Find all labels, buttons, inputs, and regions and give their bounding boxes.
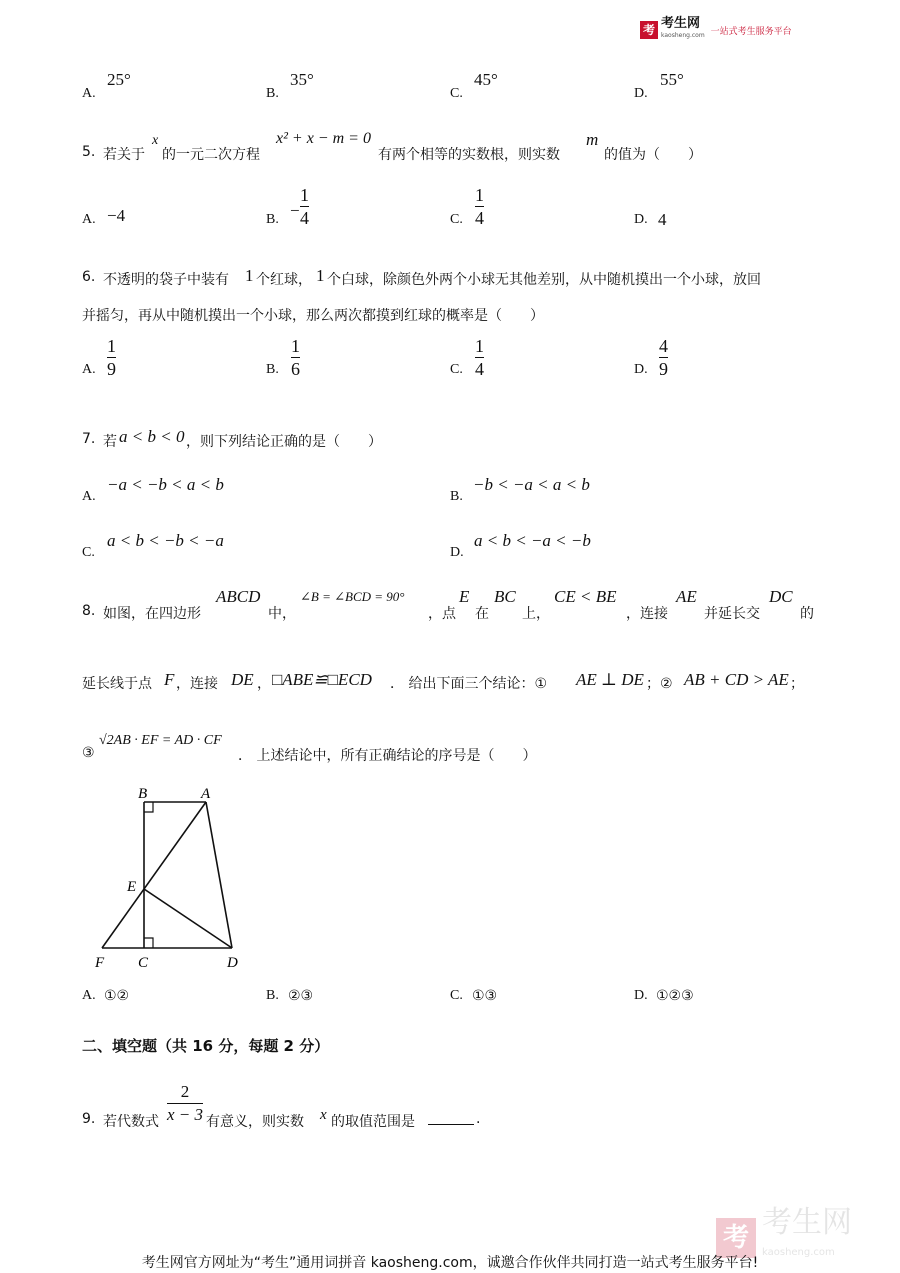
q7-option-d-label: D. (450, 545, 464, 560)
q9-text-3: 的取值范围是 (331, 1114, 415, 1130)
q6-option-a-label: A. (82, 362, 96, 377)
q4-option-d: 55° (660, 70, 684, 89)
q7-option-a-label: A. (82, 489, 96, 504)
q8-text-7: 并延长交 (704, 606, 760, 622)
q9-end: . (476, 1111, 481, 1127)
fig-label-a: A (201, 786, 211, 802)
q7-number: 7. (82, 431, 96, 447)
q7-text-after: ，则下列结论正确的是（ ） (186, 434, 382, 450)
q5-option-b-fraction (300, 184, 309, 229)
q5-option-d-label: D. (634, 212, 648, 227)
q8-line2-c: ， (257, 676, 271, 692)
q5-option-c-fraction (475, 184, 484, 229)
q5-var-x: x (152, 133, 159, 148)
q4-option-a: 25° (107, 70, 131, 89)
q6-option-c-fraction (475, 335, 484, 380)
q4-option-c-label: C. (450, 86, 463, 101)
q7-condition: a < b < 0 (119, 427, 185, 446)
q9-answer-blank[interactable] (428, 1110, 474, 1125)
q5-text-after: 有两个相等的实数根，则实数 (378, 147, 560, 163)
q9-number: 9. (82, 1111, 96, 1127)
q6-line1-b: 个红球， (256, 272, 312, 288)
q7-option-a: −a < −b < a < b (107, 475, 224, 494)
q9-var: x (320, 1107, 327, 1123)
q8-conclusion-2: AB + CD > AE (684, 670, 789, 689)
logo-mark-icon: 考 (640, 21, 658, 39)
section-heading: 二、填空题（共 16 分，每题 2 分） (82, 1037, 330, 1055)
fig-label-d: D (227, 955, 238, 971)
fig-label-f: F (95, 955, 105, 971)
q5-text-mid: 的一元二次方程 (162, 147, 260, 163)
q9-text-2: 有意义，则实数 (206, 1114, 304, 1130)
watermark-mark-icon: 考 (716, 1218, 756, 1258)
q5-option-a: −4 (107, 206, 126, 225)
q8-option-b-label: B. (266, 988, 279, 1003)
q8-figure (90, 780, 280, 975)
q4-option-c: 45° (474, 70, 498, 89)
q8-point-f: F (164, 670, 175, 689)
q5-text-end: 的值为（ ） (604, 147, 702, 163)
q8-quad: ABCD (216, 587, 261, 606)
q8-option-d-label: D. (634, 988, 648, 1003)
q6-line2: 并摇匀，再从中随机摸出一个小球，那么两次都摸到红球的概率是（ ） (82, 308, 544, 324)
q7-text-before: 若 (103, 434, 117, 450)
fig-label-e: E (127, 879, 137, 895)
q6-b-den: 6 (291, 359, 300, 379)
q7-option-d: a < b < −a < −b (474, 531, 591, 550)
q8-segment-ae: AE (676, 587, 697, 606)
q8-line2-b: ，连接 (176, 676, 218, 692)
q8-text-4: 在 (475, 606, 489, 622)
q9-frac-den: x − 3 (167, 1105, 204, 1124)
q8-conclusion-3: √2AB · EF = AD · CF (99, 733, 222, 748)
q6-option-d-fraction (659, 335, 668, 380)
q5-option-d: 4 (658, 210, 667, 229)
q8-line2-f: ； (790, 676, 804, 692)
q8-option-a-label: A. (82, 988, 96, 1003)
q4-option-b: 35° (290, 70, 314, 89)
q5-text-before: 若关于 (103, 147, 145, 163)
q8-text-5: 上， (522, 606, 550, 622)
q6-option-a-fraction (107, 335, 116, 380)
q6-count-red: 1 (245, 266, 254, 285)
q5-c-num: 1 (475, 185, 484, 205)
q6-count-white: 1 (316, 266, 325, 285)
q5-b-num: 1 (300, 185, 309, 205)
header-logo (640, 18, 792, 42)
q5-var-m: m (586, 130, 599, 149)
logo-slogan: 一站式考生服务平台 (710, 26, 792, 37)
q8-line2-d: ． 给出下面三个结论：① (390, 676, 548, 692)
q8-option-c-label: C. (450, 988, 463, 1003)
q8-angles: ∠B = ∠BCD = 90° (300, 589, 405, 604)
q8-inequality: CE < BE (554, 587, 617, 606)
q8-text-2: 中， (268, 606, 296, 622)
q8-number: 8. (82, 603, 96, 619)
q7-option-c: a < b < −b < −a (107, 531, 224, 550)
q8-text-6: ，连接 (626, 606, 668, 622)
q6-number: 6. (82, 269, 96, 285)
fig-label-b: B (138, 786, 148, 802)
q6-option-c-label: C. (450, 362, 463, 377)
q8-text-8: 的 (800, 606, 814, 622)
q8-conclusion-1: AE ⊥ DE (576, 670, 644, 689)
q6-c-den: 4 (475, 359, 484, 379)
fig-label-c: C (138, 955, 149, 971)
q6-a-den: 9 (107, 359, 116, 379)
q6-option-d-label: D. (634, 362, 648, 377)
q5-b-den: 4 (300, 208, 309, 228)
segment-ed (144, 889, 232, 948)
watermark-name: 考生网 (762, 1205, 852, 1240)
logo-name (661, 18, 705, 42)
q8-option-c: ①③ (472, 988, 498, 1004)
q5-option-b-label: B. (266, 212, 279, 227)
segment-ad (206, 802, 232, 948)
q8-line3-b: ． 上述结论中，所有正确结论的序号是（ ） (238, 748, 537, 764)
watermark-sub: kaosheng.com (762, 1247, 835, 1258)
q6-c-num: 1 (475, 336, 484, 356)
q9-fraction (167, 1081, 203, 1126)
right-angle-b (144, 802, 153, 812)
segment-af (102, 802, 206, 948)
q5-option-c-label: C. (450, 212, 463, 227)
q6-option-b-fraction (291, 335, 300, 380)
q8-option-a: ①② (104, 988, 130, 1004)
q6-b-num: 1 (291, 336, 300, 356)
q7-option-b-label: B. (450, 489, 463, 504)
q4-option-b-label: B. (266, 86, 279, 101)
q8-text-3: ，点 (428, 606, 456, 622)
q5-c-den: 4 (475, 208, 484, 228)
q8-segment-dc: DC (769, 587, 793, 606)
q8-option-d: ①②③ (656, 988, 694, 1004)
q6-d-num: 4 (659, 336, 668, 356)
q9-text-1: 若代数式 (103, 1114, 159, 1130)
q6-option-b-label: B. (266, 362, 279, 377)
q4-option-d-label: D. (634, 86, 648, 101)
q8-point-e: E (459, 587, 470, 606)
q6-line1-c: 个白球，除颜色外两个小球无其他差别，从中随机摸出一个小球，放回 (327, 272, 761, 288)
logo-sub: kaosheng.com (661, 32, 705, 39)
q9-frac-num: 2 (180, 1082, 190, 1101)
q8-line2-e: ；② (646, 676, 673, 692)
q6-a-num: 1 (107, 336, 116, 356)
q8-congruence: □ABE≌□ECD (272, 670, 372, 689)
q5-equation: x² + x − m = 0 (276, 130, 371, 147)
q8-option-b: ②③ (288, 988, 314, 1004)
q4-option-a-label: A. (82, 86, 96, 101)
q5-option-b-sign: − (290, 201, 300, 220)
q7-option-b: −b < −a < a < b (473, 475, 590, 494)
q5-option-a-label: A. (82, 212, 96, 227)
q7-option-c-label: C. (82, 545, 95, 560)
logo-name-text: 考生网 (661, 16, 701, 31)
q6-line1-a: 不透明的袋子中装有 (103, 272, 229, 288)
page-footer: 考生网官方网址为“考生”通用词拼音 kaosheng.com，诚邀合作伙伴共同打造一站式考生服务平台! (141, 1255, 759, 1271)
q5-number: 5. (82, 144, 96, 160)
q6-d-den: 9 (659, 359, 668, 379)
q8-text-1: 如图，在四边形 (103, 606, 201, 622)
q8-segment-bc: BC (494, 587, 516, 606)
right-angle-c (144, 938, 153, 948)
q8-line2-a: 延长线于点 (82, 676, 152, 692)
q8-segment-de: DE (231, 670, 254, 689)
q8-line3-a: ③ (82, 745, 95, 761)
